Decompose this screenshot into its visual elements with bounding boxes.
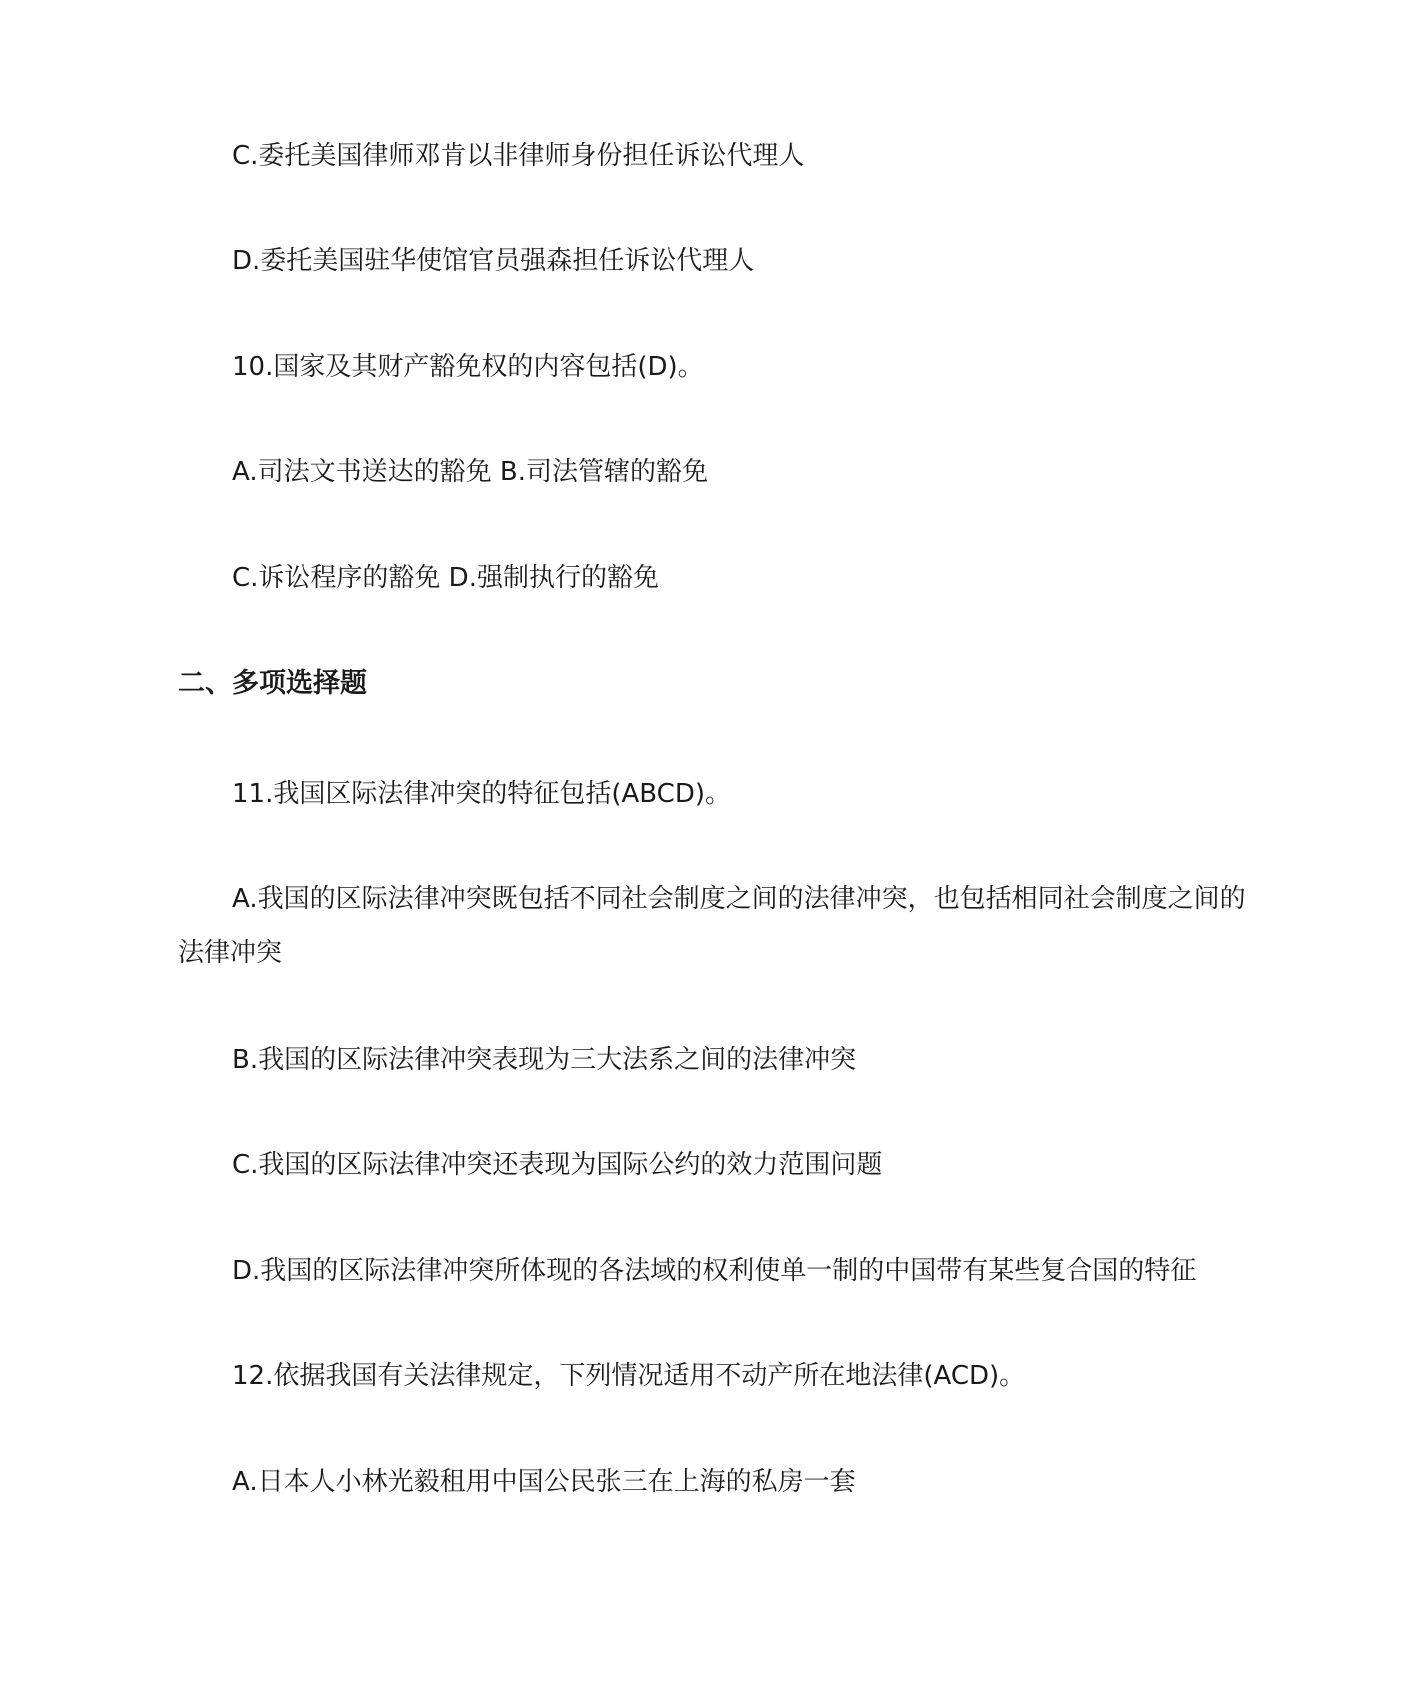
q10-options-cd: C.诉讼程序的豁免 D.强制执行的豁免 — [232, 563, 659, 593]
q11-option-d: D.我国的区际法律冲突所体现的各法域的权利使单一制的中国带有某些复合国的特征 — [232, 1256, 1197, 1286]
q11-option-c: C.我国的区际法律冲突还表现为国际公约的效力范围问题 — [232, 1150, 883, 1180]
q12-stem: 12.依据我国有关法律规定，下列情况适用不动产所在地法律(ACD)。 — [232, 1361, 1026, 1391]
section-heading: 二、多项选择题 — [178, 668, 367, 699]
q9-option-c: C.委托美国律师邓肯以非律师身份担任诉讼代理人 — [232, 141, 805, 171]
q9-option-d: D.委托美国驻华使馆官员强森担任诉讼代理人 — [232, 246, 755, 276]
q10-stem: 10.国家及其财产豁免权的内容包括(D)。 — [232, 352, 704, 382]
q10-options-ab: A.司法文书送达的豁免 B.司法管辖的豁免 — [232, 457, 708, 487]
q11-option-a: A.我国的区际法律冲突既包括不同社会制度之间的法律冲突，也包括相同社会制度之间的法律冲突 — [178, 884, 1246, 968]
q11-stem: 11.我国区际法律冲突的特征包括(ABCD)。 — [232, 779, 731, 809]
q11-option-b: B.我国的区际法律冲突表现为三大法系之间的法律冲突 — [232, 1045, 857, 1075]
q12-option-a: A.日本人小林光毅租用中国公民张三在上海的私房一套 — [232, 1467, 856, 1497]
